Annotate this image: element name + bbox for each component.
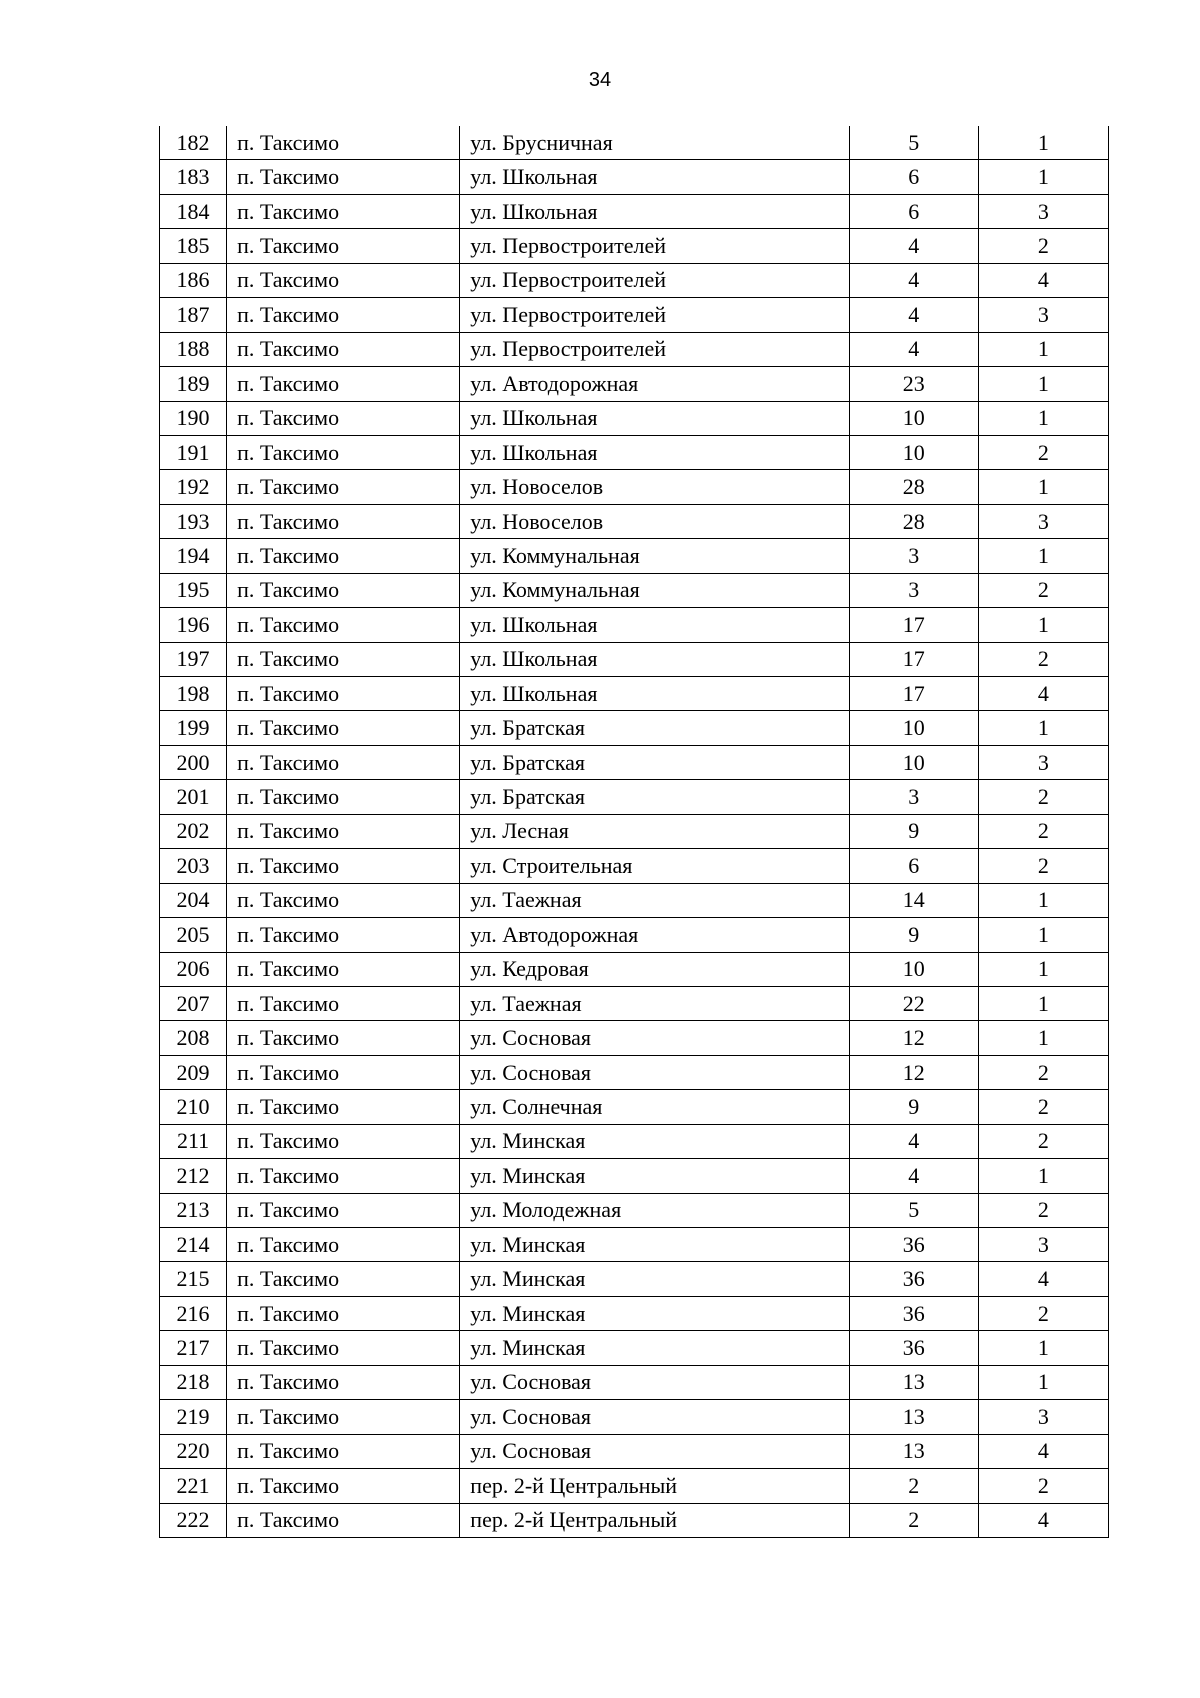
flat-number-cell: 2 bbox=[978, 642, 1108, 676]
table-row bbox=[160, 470, 1109, 504]
table-row bbox=[160, 504, 1109, 538]
street-cell: пер. 2-й Центральный bbox=[460, 1469, 849, 1503]
table-row bbox=[160, 711, 1109, 745]
flat-number-cell: 1 bbox=[978, 470, 1108, 504]
flat-number-cell: 2 bbox=[978, 1296, 1108, 1330]
table-row bbox=[160, 1228, 1109, 1262]
street-cell: ул. Новоселов bbox=[460, 504, 849, 538]
row-number-cell: 182 bbox=[160, 126, 227, 160]
flat-number-cell: 2 bbox=[978, 573, 1108, 607]
table-row bbox=[160, 1296, 1109, 1330]
house-number-cell: 28 bbox=[849, 504, 978, 538]
table-row bbox=[160, 1193, 1109, 1227]
table-row bbox=[160, 1365, 1109, 1399]
flat-number-cell: 4 bbox=[978, 263, 1108, 297]
settlement-cell: п. Таксимо bbox=[227, 780, 460, 814]
flat-number-cell: 1 bbox=[978, 952, 1108, 986]
row-number-cell: 218 bbox=[160, 1365, 227, 1399]
row-number-cell: 187 bbox=[160, 298, 227, 332]
settlement-cell: п. Таксимо bbox=[227, 367, 460, 401]
settlement-cell: п. Таксимо bbox=[227, 1262, 460, 1296]
table-row bbox=[160, 1503, 1109, 1537]
settlement-cell: п. Таксимо bbox=[227, 608, 460, 642]
table-row bbox=[160, 298, 1109, 332]
house-number-cell: 3 bbox=[849, 539, 978, 573]
row-number-cell: 192 bbox=[160, 470, 227, 504]
street-cell: ул. Лесная bbox=[460, 814, 849, 848]
settlement-cell: п. Таксимо bbox=[227, 814, 460, 848]
flat-number-cell: 1 bbox=[978, 986, 1108, 1020]
flat-number-cell: 1 bbox=[978, 332, 1108, 366]
settlement-cell: п. Таксимо bbox=[227, 194, 460, 228]
flat-number-cell: 1 bbox=[978, 539, 1108, 573]
flat-number-cell: 2 bbox=[978, 435, 1108, 469]
street-cell: ул. Коммунальная bbox=[460, 539, 849, 573]
table-row bbox=[160, 849, 1109, 883]
table-row bbox=[160, 986, 1109, 1020]
flat-number-cell: 2 bbox=[978, 1193, 1108, 1227]
house-number-cell: 5 bbox=[849, 1193, 978, 1227]
street-cell: ул. Сосновая bbox=[460, 1400, 849, 1434]
table-row bbox=[160, 126, 1109, 160]
house-number-cell: 22 bbox=[849, 986, 978, 1020]
flat-number-cell: 3 bbox=[978, 1228, 1108, 1262]
row-number-cell: 190 bbox=[160, 401, 227, 435]
row-number-cell: 188 bbox=[160, 332, 227, 366]
street-cell: ул. Автодорожная bbox=[460, 367, 849, 401]
row-number-cell: 220 bbox=[160, 1434, 227, 1468]
settlement-cell: п. Таксимо bbox=[227, 401, 460, 435]
flat-number-cell: 2 bbox=[978, 1055, 1108, 1089]
flat-number-cell: 2 bbox=[978, 1090, 1108, 1124]
settlement-cell: п. Таксимо bbox=[227, 435, 460, 469]
settlement-cell: п. Таксимо bbox=[227, 332, 460, 366]
table-row bbox=[160, 1159, 1109, 1193]
house-number-cell: 2 bbox=[849, 1503, 978, 1537]
street-cell: ул. Таежная bbox=[460, 883, 849, 917]
table-row bbox=[160, 780, 1109, 814]
house-number-cell: 14 bbox=[849, 883, 978, 917]
settlement-cell: п. Таксимо bbox=[227, 504, 460, 538]
row-number-cell: 189 bbox=[160, 367, 227, 401]
flat-number-cell: 3 bbox=[978, 298, 1108, 332]
house-number-cell: 36 bbox=[849, 1262, 978, 1296]
flat-number-cell: 1 bbox=[978, 126, 1108, 160]
table-row bbox=[160, 263, 1109, 297]
street-cell: ул. Брусничная bbox=[460, 126, 849, 160]
settlement-cell: п. Таксимо bbox=[227, 160, 460, 194]
flat-number-cell: 1 bbox=[978, 608, 1108, 642]
page-number: 34 bbox=[588, 69, 612, 91]
table-row bbox=[160, 194, 1109, 228]
house-number-cell: 9 bbox=[849, 918, 978, 952]
row-number-cell: 196 bbox=[160, 608, 227, 642]
flat-number-cell: 3 bbox=[978, 504, 1108, 538]
row-number-cell: 217 bbox=[160, 1331, 227, 1365]
street-cell: ул. Школьная bbox=[460, 435, 849, 469]
row-number-cell: 214 bbox=[160, 1228, 227, 1262]
flat-number-cell: 1 bbox=[978, 367, 1108, 401]
settlement-cell: п. Таксимо bbox=[227, 539, 460, 573]
flat-number-cell: 2 bbox=[978, 229, 1108, 263]
street-cell: ул. Строительная bbox=[460, 849, 849, 883]
settlement-cell: п. Таксимо bbox=[227, 263, 460, 297]
settlement-cell: п. Таксимо bbox=[227, 229, 460, 263]
table-row bbox=[160, 1262, 1109, 1296]
row-number-cell: 186 bbox=[160, 263, 227, 297]
street-cell: ул. Минская bbox=[460, 1262, 849, 1296]
street-cell: ул. Молодежная bbox=[460, 1193, 849, 1227]
house-number-cell: 3 bbox=[849, 780, 978, 814]
house-number-cell: 17 bbox=[849, 677, 978, 711]
house-number-cell: 10 bbox=[849, 401, 978, 435]
street-cell: ул. Минская bbox=[460, 1228, 849, 1262]
settlement-cell: п. Таксимо bbox=[227, 745, 460, 779]
street-cell: ул. Сосновая bbox=[460, 1434, 849, 1468]
flat-number-cell: 1 bbox=[978, 1159, 1108, 1193]
house-number-cell: 6 bbox=[849, 849, 978, 883]
flat-number-cell: 2 bbox=[978, 780, 1108, 814]
row-number-cell: 204 bbox=[160, 883, 227, 917]
table-row bbox=[160, 401, 1109, 435]
row-number-cell: 213 bbox=[160, 1193, 227, 1227]
street-cell: ул. Школьная bbox=[460, 608, 849, 642]
street-cell: ул. Сосновая bbox=[460, 1365, 849, 1399]
house-number-cell: 13 bbox=[849, 1434, 978, 1468]
house-number-cell: 9 bbox=[849, 1090, 978, 1124]
flat-number-cell: 3 bbox=[978, 194, 1108, 228]
settlement-cell: п. Таксимо bbox=[227, 1055, 460, 1089]
settlement-cell: п. Таксимо bbox=[227, 1365, 460, 1399]
street-cell: ул. Минская bbox=[460, 1159, 849, 1193]
table-row bbox=[160, 367, 1109, 401]
street-cell: ул. Минская bbox=[460, 1124, 849, 1158]
row-number-cell: 195 bbox=[160, 573, 227, 607]
house-number-cell: 13 bbox=[849, 1400, 978, 1434]
table-row bbox=[160, 952, 1109, 986]
house-number-cell: 4 bbox=[849, 263, 978, 297]
street-cell: ул. Минская bbox=[460, 1296, 849, 1330]
settlement-cell: п. Таксимо bbox=[227, 883, 460, 917]
house-number-cell: 6 bbox=[849, 194, 978, 228]
settlement-cell: п. Таксимо bbox=[227, 1503, 460, 1537]
table-row bbox=[160, 160, 1109, 194]
row-number-cell: 185 bbox=[160, 229, 227, 263]
house-number-cell: 4 bbox=[849, 1159, 978, 1193]
flat-number-cell: 3 bbox=[978, 1400, 1108, 1434]
table-row bbox=[160, 883, 1109, 917]
row-number-cell: 206 bbox=[160, 952, 227, 986]
settlement-cell: п. Таксимо bbox=[227, 1400, 460, 1434]
address-table bbox=[159, 126, 1109, 1538]
flat-number-cell: 1 bbox=[978, 883, 1108, 917]
house-number-cell: 17 bbox=[849, 642, 978, 676]
row-number-cell: 205 bbox=[160, 918, 227, 952]
row-number-cell: 201 bbox=[160, 780, 227, 814]
street-cell: ул. Коммунальная bbox=[460, 573, 849, 607]
house-number-cell: 23 bbox=[849, 367, 978, 401]
street-cell: ул. Первостроителей bbox=[460, 263, 849, 297]
house-number-cell: 5 bbox=[849, 126, 978, 160]
house-number-cell: 36 bbox=[849, 1331, 978, 1365]
table-row bbox=[160, 1090, 1109, 1124]
house-number-cell: 3 bbox=[849, 573, 978, 607]
street-cell: ул. Кедровая bbox=[460, 952, 849, 986]
table-row bbox=[160, 573, 1109, 607]
table-row bbox=[160, 539, 1109, 573]
row-number-cell: 183 bbox=[160, 160, 227, 194]
settlement-cell: п. Таксимо bbox=[227, 1193, 460, 1227]
flat-number-cell: 1 bbox=[978, 1365, 1108, 1399]
row-number-cell: 211 bbox=[160, 1124, 227, 1158]
street-cell: ул. Школьная bbox=[460, 401, 849, 435]
house-number-cell: 6 bbox=[849, 160, 978, 194]
table-row bbox=[160, 1055, 1109, 1089]
table-row bbox=[160, 608, 1109, 642]
flat-number-cell: 4 bbox=[978, 1434, 1108, 1468]
table-row bbox=[160, 642, 1109, 676]
house-number-cell: 4 bbox=[849, 298, 978, 332]
settlement-cell: п. Таксимо bbox=[227, 677, 460, 711]
row-number-cell: 212 bbox=[160, 1159, 227, 1193]
house-number-cell: 28 bbox=[849, 470, 978, 504]
table-row bbox=[160, 1021, 1109, 1055]
street-cell: ул. Минская bbox=[460, 1331, 849, 1365]
flat-number-cell: 4 bbox=[978, 1262, 1108, 1296]
house-number-cell: 12 bbox=[849, 1021, 978, 1055]
table-body bbox=[160, 126, 1109, 1537]
settlement-cell: п. Таксимо bbox=[227, 1434, 460, 1468]
table-row bbox=[160, 814, 1109, 848]
settlement-cell: п. Таксимо bbox=[227, 986, 460, 1020]
street-cell: ул. Школьная bbox=[460, 642, 849, 676]
table-row bbox=[160, 677, 1109, 711]
row-number-cell: 219 bbox=[160, 1400, 227, 1434]
house-number-cell: 9 bbox=[849, 814, 978, 848]
flat-number-cell: 1 bbox=[978, 1021, 1108, 1055]
house-number-cell: 4 bbox=[849, 332, 978, 366]
house-number-cell: 36 bbox=[849, 1228, 978, 1262]
house-number-cell: 10 bbox=[849, 435, 978, 469]
row-number-cell: 216 bbox=[160, 1296, 227, 1330]
flat-number-cell: 2 bbox=[978, 1469, 1108, 1503]
street-cell: ул. Первостроителей bbox=[460, 229, 849, 263]
row-number-cell: 184 bbox=[160, 194, 227, 228]
table-row bbox=[160, 918, 1109, 952]
street-cell: ул. Школьная bbox=[460, 677, 849, 711]
row-number-cell: 207 bbox=[160, 986, 227, 1020]
settlement-cell: п. Таксимо bbox=[227, 1090, 460, 1124]
street-cell: ул. Школьная bbox=[460, 160, 849, 194]
table-row bbox=[160, 435, 1109, 469]
house-number-cell: 10 bbox=[849, 745, 978, 779]
street-cell: ул. Солнечная bbox=[460, 1090, 849, 1124]
flat-number-cell: 1 bbox=[978, 711, 1108, 745]
house-number-cell: 13 bbox=[849, 1365, 978, 1399]
table-row bbox=[160, 1331, 1109, 1365]
street-cell: ул. Первостроителей bbox=[460, 332, 849, 366]
flat-number-cell: 1 bbox=[978, 1331, 1108, 1365]
row-number-cell: 198 bbox=[160, 677, 227, 711]
table-row bbox=[160, 745, 1109, 779]
house-number-cell: 2 bbox=[849, 1469, 978, 1503]
settlement-cell: п. Таксимо bbox=[227, 849, 460, 883]
table-row bbox=[160, 1400, 1109, 1434]
table-row bbox=[160, 1124, 1109, 1158]
flat-number-cell: 4 bbox=[978, 677, 1108, 711]
settlement-cell: п. Таксимо bbox=[227, 642, 460, 676]
row-number-cell: 222 bbox=[160, 1503, 227, 1537]
settlement-cell: п. Таксимо bbox=[227, 298, 460, 332]
house-number-cell: 17 bbox=[849, 608, 978, 642]
street-cell: ул. Школьная bbox=[460, 194, 849, 228]
street-cell: ул. Братская bbox=[460, 780, 849, 814]
settlement-cell: п. Таксимо bbox=[227, 1469, 460, 1503]
row-number-cell: 203 bbox=[160, 849, 227, 883]
flat-number-cell: 1 bbox=[978, 160, 1108, 194]
row-number-cell: 200 bbox=[160, 745, 227, 779]
flat-number-cell: 4 bbox=[978, 1503, 1108, 1537]
row-number-cell: 194 bbox=[160, 539, 227, 573]
settlement-cell: п. Таксимо bbox=[227, 1159, 460, 1193]
settlement-cell: п. Таксимо bbox=[227, 470, 460, 504]
street-cell: пер. 2-й Центральный bbox=[460, 1503, 849, 1537]
street-cell: ул. Сосновая bbox=[460, 1055, 849, 1089]
street-cell: ул. Братская bbox=[460, 745, 849, 779]
row-number-cell: 209 bbox=[160, 1055, 227, 1089]
house-number-cell: 36 bbox=[849, 1296, 978, 1330]
house-number-cell: 4 bbox=[849, 1124, 978, 1158]
settlement-cell: п. Таксимо bbox=[227, 1124, 460, 1158]
flat-number-cell: 2 bbox=[978, 849, 1108, 883]
street-cell: ул. Первостроителей bbox=[460, 298, 849, 332]
row-number-cell: 202 bbox=[160, 814, 227, 848]
settlement-cell: п. Таксимо bbox=[227, 1021, 460, 1055]
settlement-cell: п. Таксимо bbox=[227, 126, 460, 160]
settlement-cell: п. Таксимо bbox=[227, 1296, 460, 1330]
street-cell: ул. Таежная bbox=[460, 986, 849, 1020]
house-number-cell: 10 bbox=[849, 952, 978, 986]
table-row bbox=[160, 1434, 1109, 1468]
settlement-cell: п. Таксимо bbox=[227, 918, 460, 952]
settlement-cell: п. Таксимо bbox=[227, 1228, 460, 1262]
house-number-cell: 12 bbox=[849, 1055, 978, 1089]
flat-number-cell: 2 bbox=[978, 814, 1108, 848]
row-number-cell: 197 bbox=[160, 642, 227, 676]
settlement-cell: п. Таксимо bbox=[227, 1331, 460, 1365]
settlement-cell: п. Таксимо bbox=[227, 711, 460, 745]
street-cell: ул. Автодорожная bbox=[460, 918, 849, 952]
row-number-cell: 215 bbox=[160, 1262, 227, 1296]
row-number-cell: 210 bbox=[160, 1090, 227, 1124]
street-cell: ул. Братская bbox=[460, 711, 849, 745]
flat-number-cell: 2 bbox=[978, 1124, 1108, 1158]
settlement-cell: п. Таксимо bbox=[227, 573, 460, 607]
table-row bbox=[160, 229, 1109, 263]
row-number-cell: 191 bbox=[160, 435, 227, 469]
street-cell: ул. Сосновая bbox=[460, 1021, 849, 1055]
flat-number-cell: 1 bbox=[978, 401, 1108, 435]
row-number-cell: 208 bbox=[160, 1021, 227, 1055]
settlement-cell: п. Таксимо bbox=[227, 952, 460, 986]
flat-number-cell: 1 bbox=[978, 918, 1108, 952]
flat-number-cell: 3 bbox=[978, 745, 1108, 779]
table-row bbox=[160, 1469, 1109, 1503]
row-number-cell: 221 bbox=[160, 1469, 227, 1503]
row-number-cell: 199 bbox=[160, 711, 227, 745]
house-number-cell: 4 bbox=[849, 229, 978, 263]
row-number-cell: 193 bbox=[160, 504, 227, 538]
house-number-cell: 10 bbox=[849, 711, 978, 745]
street-cell: ул. Новоселов bbox=[460, 470, 849, 504]
table-row bbox=[160, 332, 1109, 366]
